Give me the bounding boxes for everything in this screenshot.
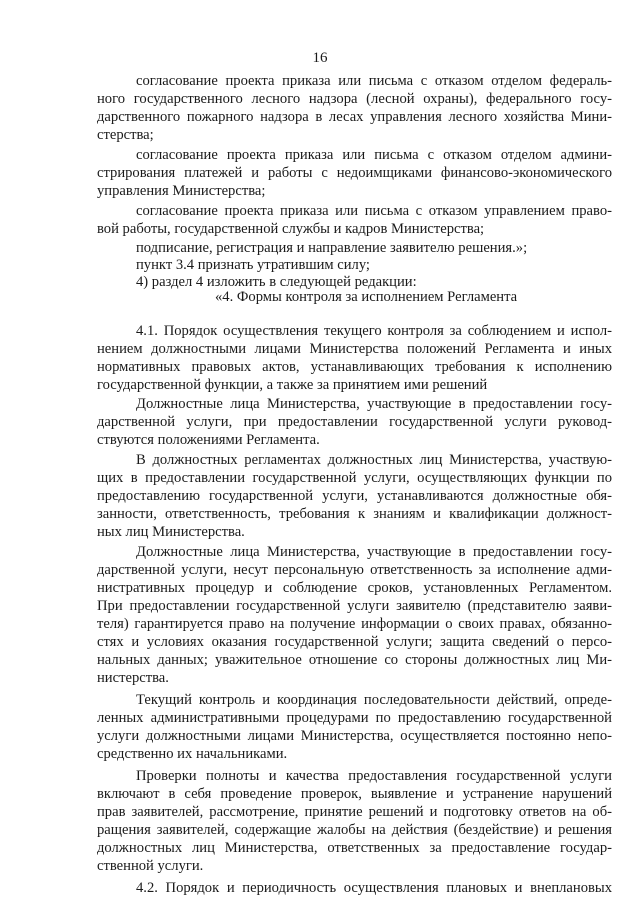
text-line: щих в предоставлении государственной услуги, осуществляющих функции по <box>97 470 612 486</box>
text-line: подписание, регистрация и направление заявителю решения.»; <box>136 240 528 256</box>
text-line: управления Министерства; <box>97 183 266 199</box>
text-line: должностных лиц Министерства, ответственных за предоставление государ- <box>97 840 612 856</box>
text-line: Должностные лица Министерства, участвующие в предоставлении госу- <box>136 544 612 560</box>
text-line: вой работы, государственной службы и кадров Министерства; <box>97 221 485 237</box>
text-line: 4.1. Порядок осуществления текущего контроля за соблюдением и испол- <box>136 323 612 339</box>
text-line: дарственной услуги, несут персональную ответственность за исполнение адми- <box>97 562 612 578</box>
text-line: прав заявителей, рассмотрение, принятие решений и подготовку ответов на об- <box>97 804 612 820</box>
text-line: Проверки полноты и качества предоставления государственной услуги <box>136 768 612 784</box>
text-line: предоставлению государственной услуги, устанавливаются должностные обя- <box>97 488 612 504</box>
text-line: нением должностными лицами Министерства положений Регламента и иных <box>97 341 612 357</box>
text-line: согласование проекта приказа или письма с отказом отделом админи- <box>136 147 612 163</box>
text-line: При предоставлении государственной услуги заявителю (представителю заяви- <box>97 598 612 614</box>
text-line: Текущий контроль и координация последовательности действий, опреде- <box>136 692 612 708</box>
text-line: 4.2. Порядок и периодичность осуществления плановых и внеплановых <box>136 880 612 896</box>
text-line: услуги должностными лицами Министерства, осуществляется постоянно непо- <box>97 728 612 744</box>
text-line: ленных административными процедурами по предоставлению государственной <box>97 710 612 726</box>
text-line: нальных данных; уважительное отношение со стороны должностных лиц Ми- <box>97 652 612 668</box>
text-line: нистративных процедур и соблюдение сроков, установленных Регламентом. <box>97 580 612 596</box>
text-line: государственной функции, а также за принятием ими решений <box>97 377 488 393</box>
text-line: нормативных правовых актов, устанавливающих требования к исполнению <box>97 359 612 375</box>
text-line: дарственной услуги, при предоставлении государственной услуги руковод- <box>97 414 612 430</box>
text-line: Должностные лица Министерства, участвующие в предоставлении госу- <box>136 396 612 412</box>
text-line: стерства; <box>97 127 154 143</box>
text-line: ращения заявителей, содержащие жалобы на действия (бездействие) и решения <box>97 822 612 838</box>
text-line: стрирования платежей и работы с недоимщиками финансово-экономического <box>97 165 612 181</box>
text-line: нистерства. <box>97 670 169 686</box>
text-line: пункт 3.4 признать утратившим силу; <box>136 257 370 273</box>
text-line: ствуются положениями Регламента. <box>97 432 320 448</box>
text-line: ного государственного лесного надзора (лесной охраны), федерального госу- <box>97 91 612 107</box>
text-line: ственной услуги. <box>97 858 204 874</box>
text-line: дарственного пожарного надзора в лесах управления лесного хозяйства Мини- <box>97 109 612 125</box>
section-heading: «4. Формы контроля за исполнением Регламента <box>215 289 518 305</box>
text-line: стях и условиях оказания государственной услуги; защита сведений о персо- <box>97 634 612 650</box>
text-line: теля) гарантируется право на получение информации о своих правах, обязанно- <box>97 616 612 632</box>
text-line: согласование проекта приказа или письма с отказом управлением право- <box>136 203 612 219</box>
text-line: занности, ответственность, требования к знаниям и квалификации должност- <box>97 506 612 522</box>
page-number: 16 <box>312 50 328 66</box>
text-line: согласование проекта приказа или письма с отказом отделом федераль- <box>136 73 612 89</box>
text-line: средственно их начальниками. <box>97 746 288 762</box>
text-line: включают в себя проведение проверок, выявление и устранение нарушений <box>97 786 612 802</box>
text-line: 4) раздел 4 изложить в следующей редакции: <box>136 274 417 290</box>
text-line: ных лиц Министерства. <box>97 524 245 540</box>
text-line: В должностных регламентах должностных лиц Министерства, участвую- <box>136 452 612 468</box>
